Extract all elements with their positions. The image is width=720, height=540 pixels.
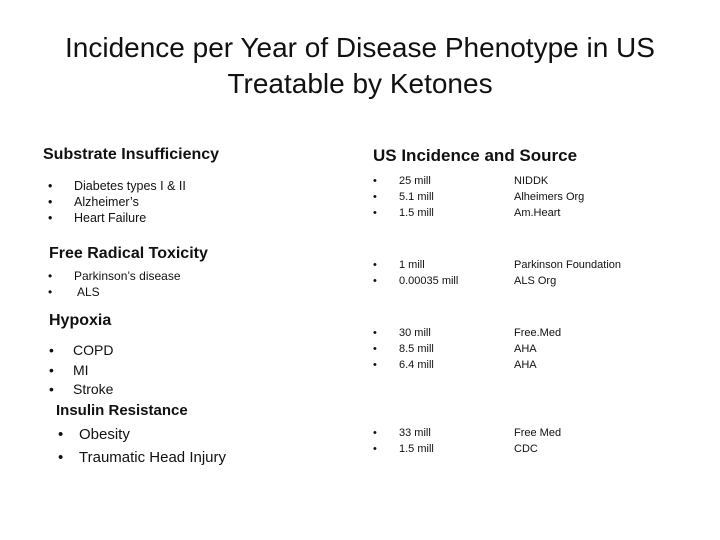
incidence-value: 1.5 mill bbox=[399, 207, 434, 219]
incidence-source: CDC bbox=[514, 443, 538, 455]
title-line-2: Treatable by Ketones bbox=[227, 68, 493, 99]
incidence-row: • 1 mill Parkinson Foundation bbox=[373, 259, 622, 271]
list-item: • Heart Failure bbox=[48, 211, 147, 225]
incidence-value: 25 mill bbox=[399, 175, 431, 187]
heading-hypoxia: Hypoxia bbox=[49, 312, 112, 329]
incidence-value: 0.00035 mill bbox=[399, 275, 459, 287]
incidence-row: • 8.5 mill AHA bbox=[373, 343, 537, 355]
incidence-value: 8.5 mill bbox=[399, 343, 434, 355]
incidence-row: • 5.1 mill Alheimers Org bbox=[373, 191, 585, 203]
incidence-value: 5.1 mill bbox=[399, 191, 434, 203]
list-item: • Traumatic Head Injury bbox=[58, 449, 226, 466]
incidence-value: 6.4 mill bbox=[399, 359, 434, 371]
incidence-source: ALS Org bbox=[514, 275, 557, 287]
list-item: • Obesity bbox=[58, 426, 130, 443]
incidence-source: Alheimers Org bbox=[514, 191, 585, 203]
list-hypoxia bbox=[49, 341, 113, 400]
incidence-value: 33 mill bbox=[399, 427, 431, 439]
incidence-group-substrate bbox=[373, 173, 584, 221]
incidence-row: • 6.4 mill AHA bbox=[373, 359, 537, 371]
incidence-source: Am.Heart bbox=[514, 207, 561, 219]
incidence-row: • 33 mill Free Med bbox=[373, 427, 562, 439]
list-item: • Diabetes types I & II bbox=[48, 179, 186, 193]
list-item: • ALS bbox=[48, 285, 100, 299]
list-free-radical-toxicity bbox=[48, 268, 181, 300]
incidence-source: AHA bbox=[514, 359, 537, 371]
incidence-source: Free Med bbox=[514, 427, 562, 439]
incidence-row: • 1.5 mill CDC bbox=[373, 443, 538, 455]
incidence-row: • 1.5 mill Am.Heart bbox=[373, 207, 561, 219]
list-item: • Stroke bbox=[49, 381, 114, 397]
list-item: • Parkinson’s disease bbox=[48, 269, 181, 283]
list-item: • Alzheimer’s bbox=[48, 195, 139, 209]
incidence-source: AHA bbox=[514, 343, 537, 355]
list-substrate-insufficiency bbox=[48, 178, 186, 226]
incidence-source: Free.Med bbox=[514, 327, 562, 339]
heading-substrate-insufficiency: Substrate Insufficiency bbox=[43, 146, 220, 163]
title-line-1: Incidence per Year of Disease Phenotype in US bbox=[65, 32, 655, 63]
list-item: • MI bbox=[49, 361, 89, 378]
incidence-row: • 30 mill Free.Med bbox=[373, 327, 562, 339]
list-insulin-resistance bbox=[58, 423, 226, 469]
incidence-group-free-radical bbox=[373, 257, 621, 289]
heading-insulin-resistance: Insulin Resistance bbox=[56, 402, 188, 419]
incidence-value: 1 mill bbox=[399, 259, 425, 271]
incidence-source: NIDDK bbox=[514, 175, 549, 187]
incidence-group-hypoxia bbox=[373, 325, 561, 373]
heading-free-radical-toxicity: Free Radical Toxicity bbox=[49, 245, 208, 262]
incidence-value: 1.5 mill bbox=[399, 443, 434, 455]
incidence-row: • 0.00035 mill ALS Org bbox=[373, 275, 557, 287]
incidence-group-insulin-resistance bbox=[373, 425, 561, 457]
heading-us-incidence-and-source: US Incidence and Source bbox=[373, 146, 578, 165]
incidence-value: 30 mill bbox=[399, 327, 431, 339]
slide-title bbox=[0, 30, 720, 102]
incidence-source: Parkinson Foundation bbox=[514, 259, 622, 271]
incidence-row: • 25 mill NIDDK bbox=[373, 175, 549, 187]
list-item: • COPD bbox=[49, 342, 114, 358]
